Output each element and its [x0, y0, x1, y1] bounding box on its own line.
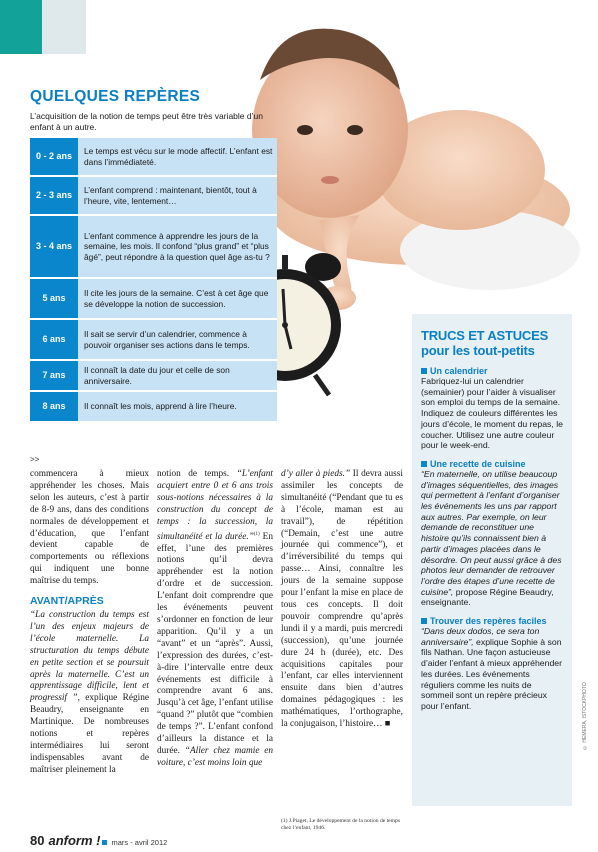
square-bullet-icon	[421, 618, 427, 624]
section-calendrier-title	[421, 366, 563, 376]
desc-cell: L’enfant comprend : maintenant, bientôt, tout à l’heure, vite, lentement…	[78, 176, 277, 215]
table-row	[30, 278, 277, 319]
photo-credit: © HEMERA, ISTOCKPHOTO	[582, 682, 588, 750]
age-cell: 3 - 4 ans	[30, 215, 78, 278]
desc-cell: Il connaît les mois, apprend à lire l’heure.	[78, 391, 277, 422]
age-cell: 0 - 2 ans	[30, 138, 78, 176]
quote: “Dans deux dodos, ce sera ton anniversaire”,	[421, 626, 540, 647]
article-paragraph	[157, 469, 273, 770]
magazine-name: anform !	[48, 833, 101, 848]
quote: d’y aller à pieds.”	[281, 469, 351, 479]
quote: “En maternelle, on utilise beaucoup d’images séquentielles, des images qui permettent à l’enfant d’organiser les événements les uns par rapport aux autres. Par exemple, on leur demande de reconstituer une histoire qu’ils connaissent bien à partir d’images placées dans le désordre. On peut aussi grâce à des photos leur demander de retrouver l’ordre des étapes d’une recette de cuisine”,	[421, 468, 562, 597]
corner-accent-teal	[0, 0, 42, 54]
continuation-arrow: >>	[30, 455, 40, 464]
quote: “La construction du temps est l’un des enjeux majeurs de l’école maternelle. La structuration du temps débute en petite section et se poursuit après la maternelle. C’est un apprentissage difficile, lent et progressif ”,	[30, 609, 149, 704]
trucs-title-line1: TRUCS ET ASTUCES	[421, 328, 549, 343]
quote: “Aller chez mamie en voiture, c’est moins loin que	[157, 745, 274, 768]
desc-cell: Il sait se servir d’un calendrier, commence à pouvoir organiser ses actions dans le temps.	[78, 319, 277, 360]
age-cell: 2 - 3 ans	[30, 176, 78, 215]
table-row	[30, 391, 277, 422]
reperes-title: QUELQUES REPÈRES	[30, 88, 201, 105]
square-bullet-icon	[421, 368, 427, 374]
article-column-3	[281, 469, 403, 731]
page-number: 80	[30, 833, 45, 848]
age-cell: 5 ans	[30, 278, 78, 319]
age-cell: 8 ans	[30, 391, 78, 422]
section-reperes-text	[421, 626, 563, 712]
article-column-2	[157, 469, 273, 770]
section-recette-title	[421, 459, 563, 469]
issue-date: mars - avril 2012	[111, 838, 168, 847]
article-paragraph	[30, 610, 149, 777]
footnote-ref: (1)	[253, 531, 260, 537]
article-paragraph: commencera à mieux appréhender les choses. Mais selon les auteurs, c’est à partir de 8-9 ans, dans des conditions normales de développement et d’éducation, que l’enfant devient capable de comportements ou réflexions qui indiquent une bonne maîtrise du temps.	[30, 469, 149, 587]
desc-cell: L’enfant commence à apprendre les jours de la semaine, les mois. Il confond “plus grand” et “plus âgé”, peut répondre à la question quel âge as-tu ?	[78, 215, 277, 278]
text: explique Régine Beaudry, enseignante en Martinique. De nombreuses notions et repères intermédiaires lui seront indispensables avant de maîtriser pleinement la	[30, 693, 150, 775]
age-cell: 7 ans	[30, 360, 78, 391]
trucs-astuces-box	[412, 314, 572, 806]
square-bullet-icon	[102, 840, 107, 845]
quote: “L’enfant acquiert entre 0 et 6 ans trois sous-notions nécessaires à la construction du concept de temps : la succession, la simultanéité et la durée.”	[157, 469, 273, 542]
reperes-intro: L’acquisition de la notion de temps peut être très variable d’un enfant à un autre.	[30, 111, 263, 132]
trucs-title	[421, 328, 563, 358]
section-label: Trouver des repères faciles	[430, 616, 547, 627]
age-cell: 6 ans	[30, 319, 78, 360]
table-row	[30, 360, 277, 391]
avant-apres-heading: AVANT/APRÈS	[30, 595, 104, 608]
table-row	[30, 138, 277, 176]
desc-cell: Le temps est vécu sur le mode affectif. L’enfant est dans l’immédiateté.	[78, 138, 277, 176]
desc-cell: Il cite les jours de la semaine. C’est à cet âge que se développe la notion de succession.	[78, 278, 277, 319]
text: notion de temps.	[157, 469, 237, 479]
section-reperes-title	[421, 616, 563, 626]
text: En effet, l’une des premières notions qu’il devra appréhender est la notion d’ordre et de succession. L’enfant doit comprendre que les événements peuvent s’ordonner en fonction de leur apparition. Qu’il y a un “avant” et un “après”. Aussi, l’expression des durées, c’est-à-dire l’intervalle entre deux événements est difficile à comprendre avant 6 ans. Jusqu’à cet âge, l’enfant utilise “quand ?” plutôt que “combien de temps ?”. L’enfant confond d’ailleurs la distance et la durée.	[157, 531, 273, 756]
article-paragraph	[281, 469, 403, 731]
page-footer	[30, 833, 167, 847]
table-row	[30, 215, 277, 278]
section-calendrier-text: Fabriquez-lui un calendrier (semainier) pour l’aider à visualiser son emploi du temps de la semaine. Indiquez de couleurs différentes les jours d’école, le moment du repas, le coucher. Utilisez une autre couleur pour le week-end.	[421, 376, 563, 451]
section-label: Un calendrier	[430, 366, 488, 376]
section-label: Une recette de cuisine	[430, 458, 526, 469]
footnote: (1) J.Piaget, Le développement de la notion de temps chez l’enfant, 1946.	[281, 818, 400, 831]
trucs-title-line2: pour les tout-petits	[421, 343, 535, 358]
desc-cell: Il connaît la date du jour et celle de son anniversaire.	[78, 360, 277, 391]
article-column-1	[30, 469, 149, 777]
text: Il devra aussi assimiler les concepts de simultanéité (“Pendant que tu es à l’école, maman est au travail”), de répétition (“Demain, c’est une autre journée qui commence”), et d’irréversibilité du temps qui passe… Ainsi, connaître les jours de la semaine suppose pour l’enfant la mise en place de tous ces concepts. Il doit pouvoir comprendre qu’après lundi il y a mardi, puis mercredi (succession), qu’une journée dure 24 h (durée), etc. Des acquisitions capitales pour l’enfant, car elles interviennent ensuite dans bien d’autres domaines pédagogiques : les mathématiques, l’orthographe, la conjugaison, l’histoire… ■	[281, 469, 403, 730]
square-bullet-icon	[421, 461, 427, 467]
table-row	[30, 319, 277, 360]
section-recette-text	[421, 469, 563, 608]
table-row	[30, 176, 277, 215]
text: propose Régine Beaudry, enseignante.	[421, 586, 554, 608]
text: explique Sophie à son fils Nathan. Une façon astucieuse d’aider l’enfant à mieux appréhender les durées. Les événements réguliers comme les nuits de sommeil sont un repère précieux pour l’enfant.	[421, 636, 563, 711]
reperes-table	[30, 138, 277, 423]
corner-accent-grey	[42, 0, 86, 54]
